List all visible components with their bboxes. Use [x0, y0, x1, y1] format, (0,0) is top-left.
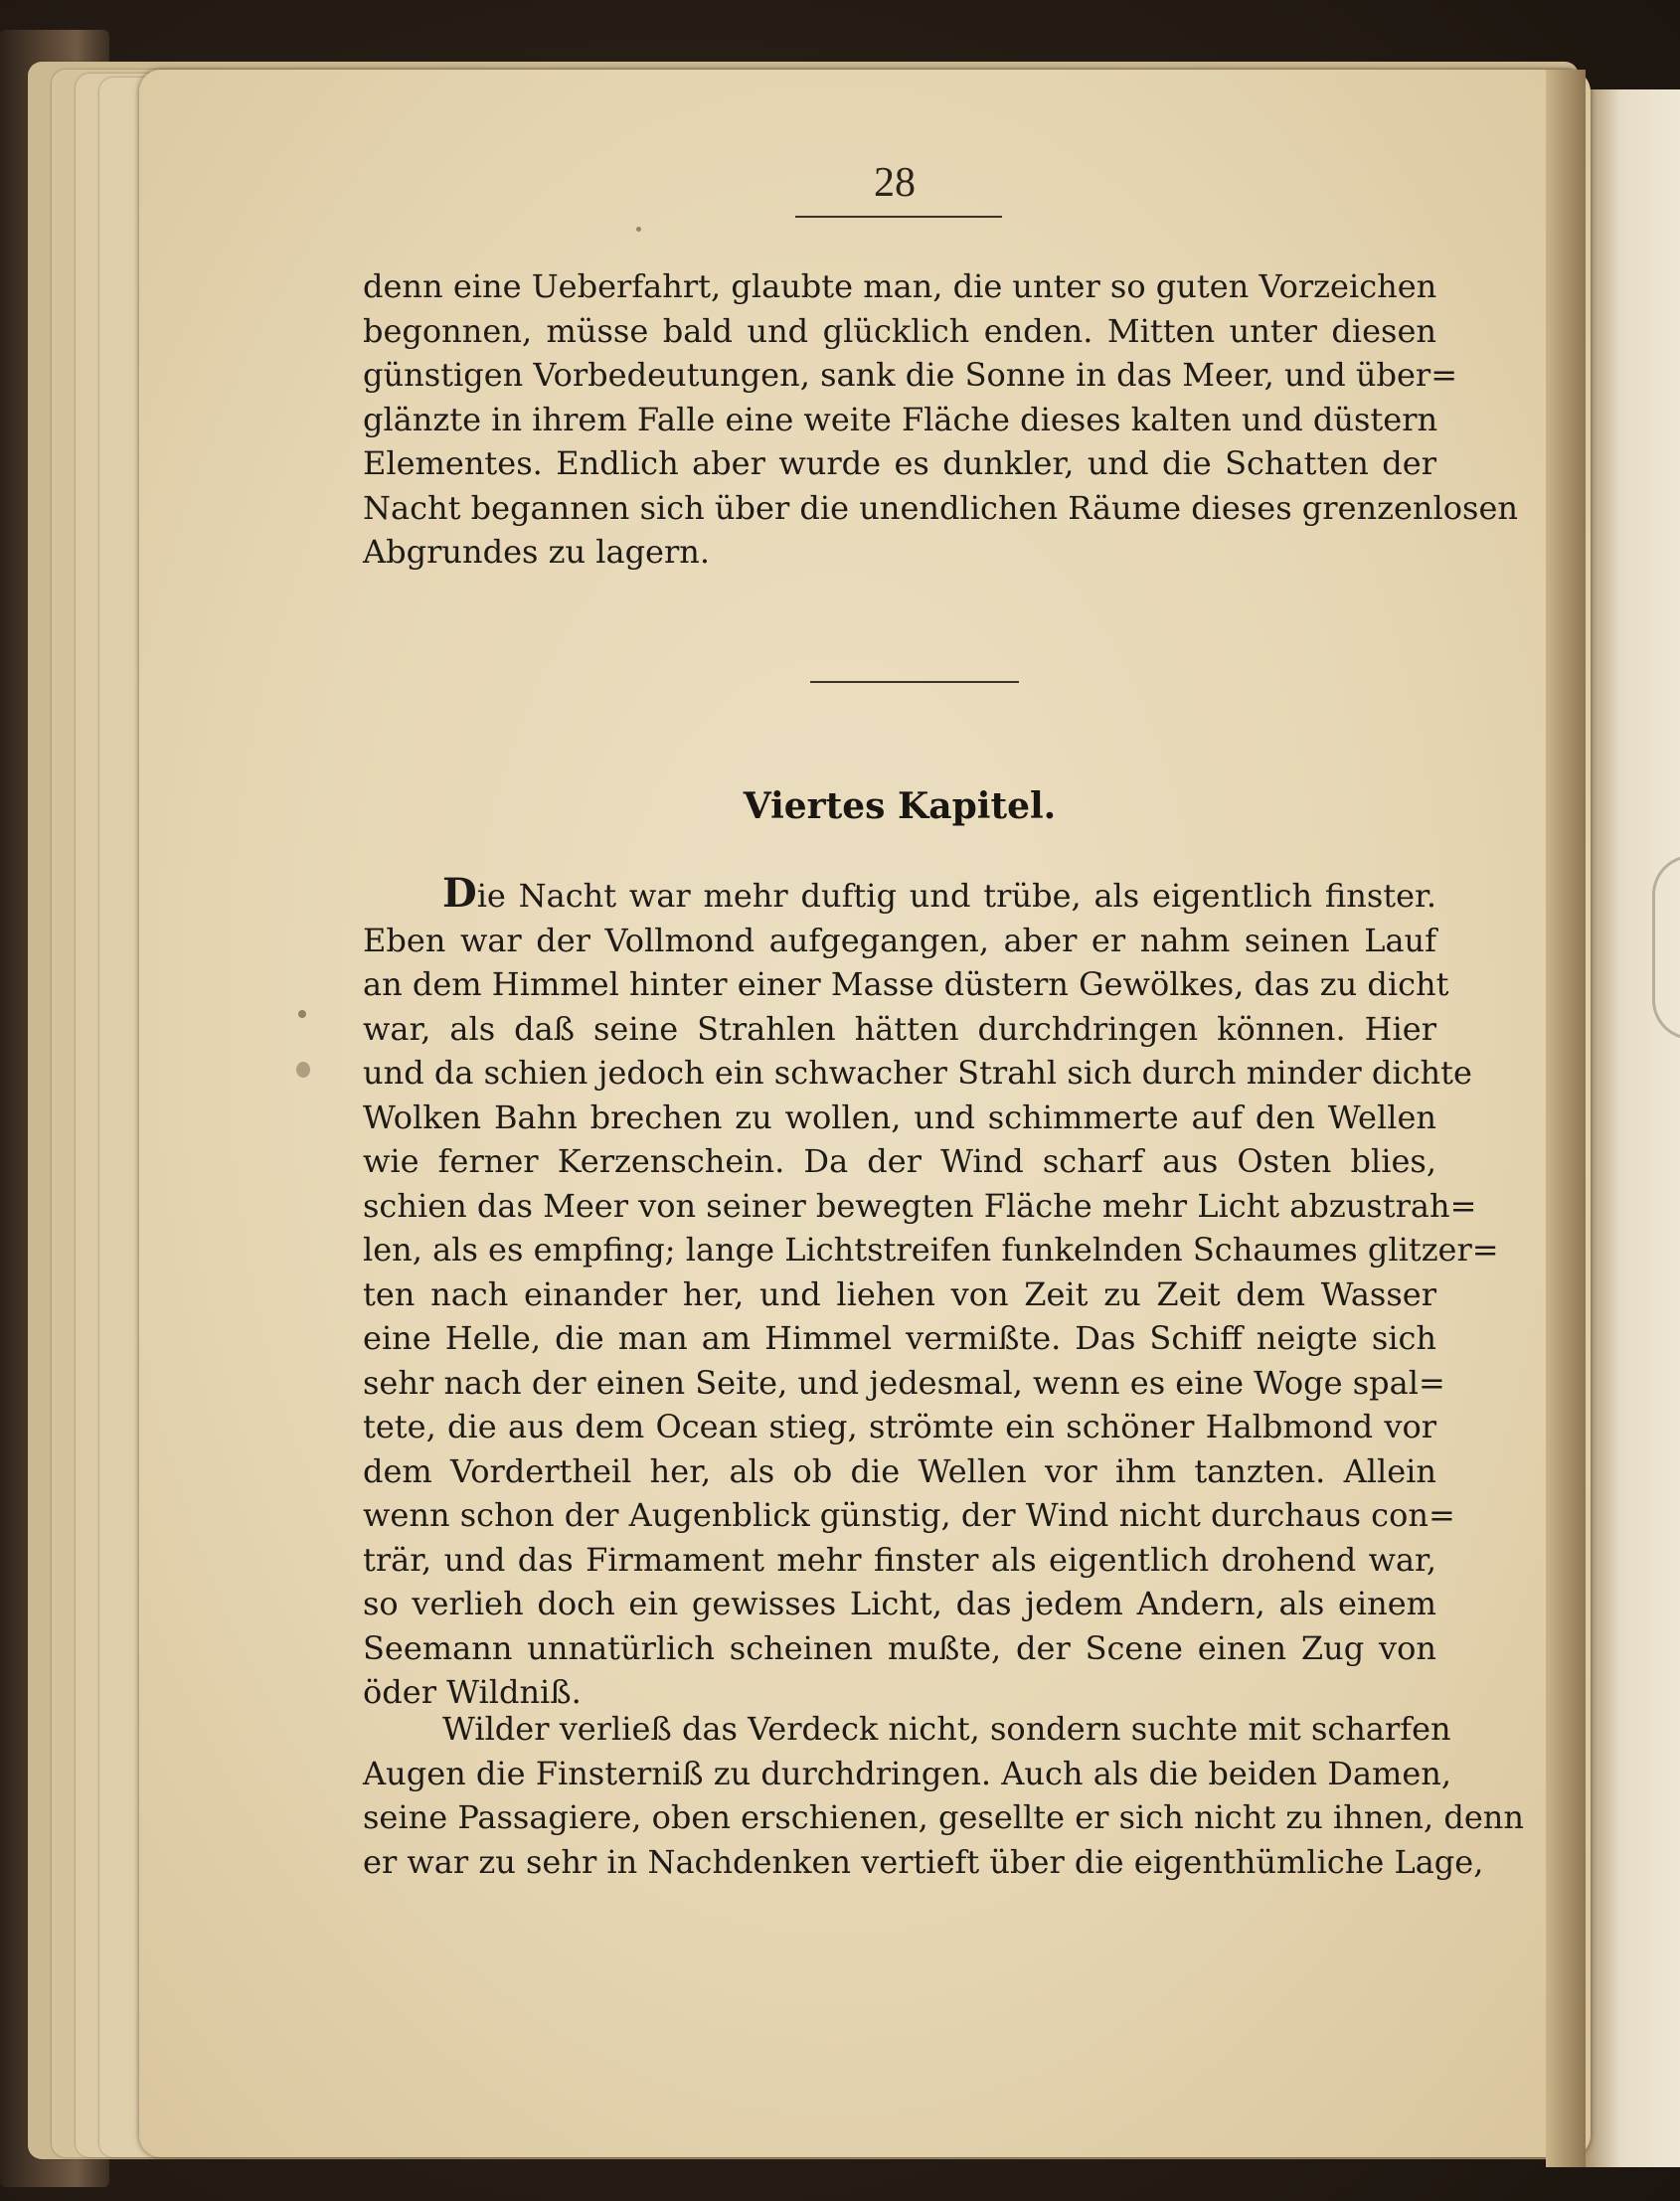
text-line: begonnen, müsse bald und glücklich enden. Mitten unter diesen — [363, 311, 1436, 350]
text-line: Seemann unnatürlich scheinen mußte, der Scene einen Zug von — [363, 1628, 1436, 1667]
text-line: tete, die aus dem Ocean stieg, strömte ein schöner Halbmond vor — [363, 1408, 1436, 1445]
text-line: günstigen Vorbedeutungen, sank die Sonne in das Meer, und über= — [363, 356, 1458, 394]
page-number: 28 — [874, 160, 916, 206]
next-page-edge — [1581, 89, 1680, 2167]
text-line: an dem Himmel hinter einer Masse düstern Gewölkes, das zu dicht — [363, 965, 1449, 1003]
paper-speck — [296, 1062, 310, 1078]
text-line: Elementes. Endlich aber wurde es dunkler, und die Schatten der — [363, 444, 1436, 482]
text-line: sehr nach der einen Seite, und jedesmal, wenn es eine Woge spal= — [363, 1363, 1445, 1402]
text-line: dem Vordertheil her, als ob die Wellen vor ihm tanzten. Allein — [363, 1451, 1436, 1490]
top-paragraph — [363, 264, 1518, 575]
text-line: len, als es empfing; lange Lichtstreifen funkelnden Schaumes glitzer= — [363, 1231, 1499, 1269]
text-line-first — [363, 872, 1436, 919]
text-line: öder Wildniß. — [363, 1673, 582, 1711]
text-line: und da schien jedoch ein schwacher Strahl sich durch minder dichte — [363, 1054, 1472, 1092]
text-line: Wilder verließ das Verdeck nicht, sondern suchte mit scharfen — [442, 1710, 1451, 1748]
text-line: Eben war der Vollmond aufgegangen, aber er nahm seinen Lauf — [363, 921, 1436, 959]
text-line: Augen die Finsterniß zu durchdringen. Auch als die beiden Damen, — [363, 1754, 1452, 1792]
chapter-title: Viertes Kapitel. — [743, 785, 1057, 827]
text-line: wie ferner Kerzenschein. Da der Wind scharf aus Osten blies, — [363, 1142, 1436, 1180]
text-line: war, als daß seine Strahlen hätten durchdringen können. Hier — [363, 1009, 1436, 1048]
text-line: Nacht begannen sich über die unendlichen Räume dieses grenzenlosen — [363, 488, 1518, 527]
text-line: eine Helle, die man am Himmel vermißte. Das Schiff neigte sich — [363, 1319, 1436, 1357]
section-rule — [810, 681, 1019, 683]
handwritten-mark — [1652, 855, 1680, 1040]
text-line: so verlieh doch ein gewisses Licht, das jedem Andern, als einem — [363, 1585, 1436, 1622]
text-line: Abgrundes zu lagern. — [363, 533, 711, 571]
text-line-first-rest: ie Nacht war mehr duftig und trübe, als eigentlich finster. — [476, 877, 1436, 915]
text-line: Wolken Bahn brechen zu wollen, und schimmerte auf den Wellen — [363, 1098, 1436, 1136]
text-line: glänzte in ihrem Falle eine weite Fläche dieses kalten und düstern — [363, 400, 1438, 438]
paper-speck — [636, 227, 641, 232]
drop-cap: D — [442, 870, 477, 917]
text-line: ten nach einander her, und liehen von Zeit zu Zeit dem Wasser — [363, 1274, 1436, 1313]
text-line: wenn schon der Augenblick günstig, der Wind nicht durchaus con= — [363, 1496, 1455, 1534]
paper-speck — [298, 1010, 306, 1018]
text-line: er war zu sehr in Nachdenken vertieft über die eigenthümliche Lage, — [363, 1842, 1484, 1881]
text-line: denn eine Ueberfahrt, glaubte man, die unter so guten Vorzeichen — [363, 267, 1437, 305]
paragraph-1 — [363, 870, 1499, 1715]
text-line: trär, und das Firmament mehr finster als eigentlich drohend war, — [363, 1540, 1436, 1579]
page-gutter — [1546, 70, 1586, 2167]
header-rule — [795, 216, 1002, 218]
text-line: schien das Meer von seiner bewegten Fläche mehr Licht abzustrah= — [363, 1186, 1477, 1225]
text-line: seine Passagiere, oben erschienen, gesellte er sich nicht zu ihnen, denn — [363, 1798, 1524, 1836]
paragraph-2 — [363, 1707, 1524, 1884]
